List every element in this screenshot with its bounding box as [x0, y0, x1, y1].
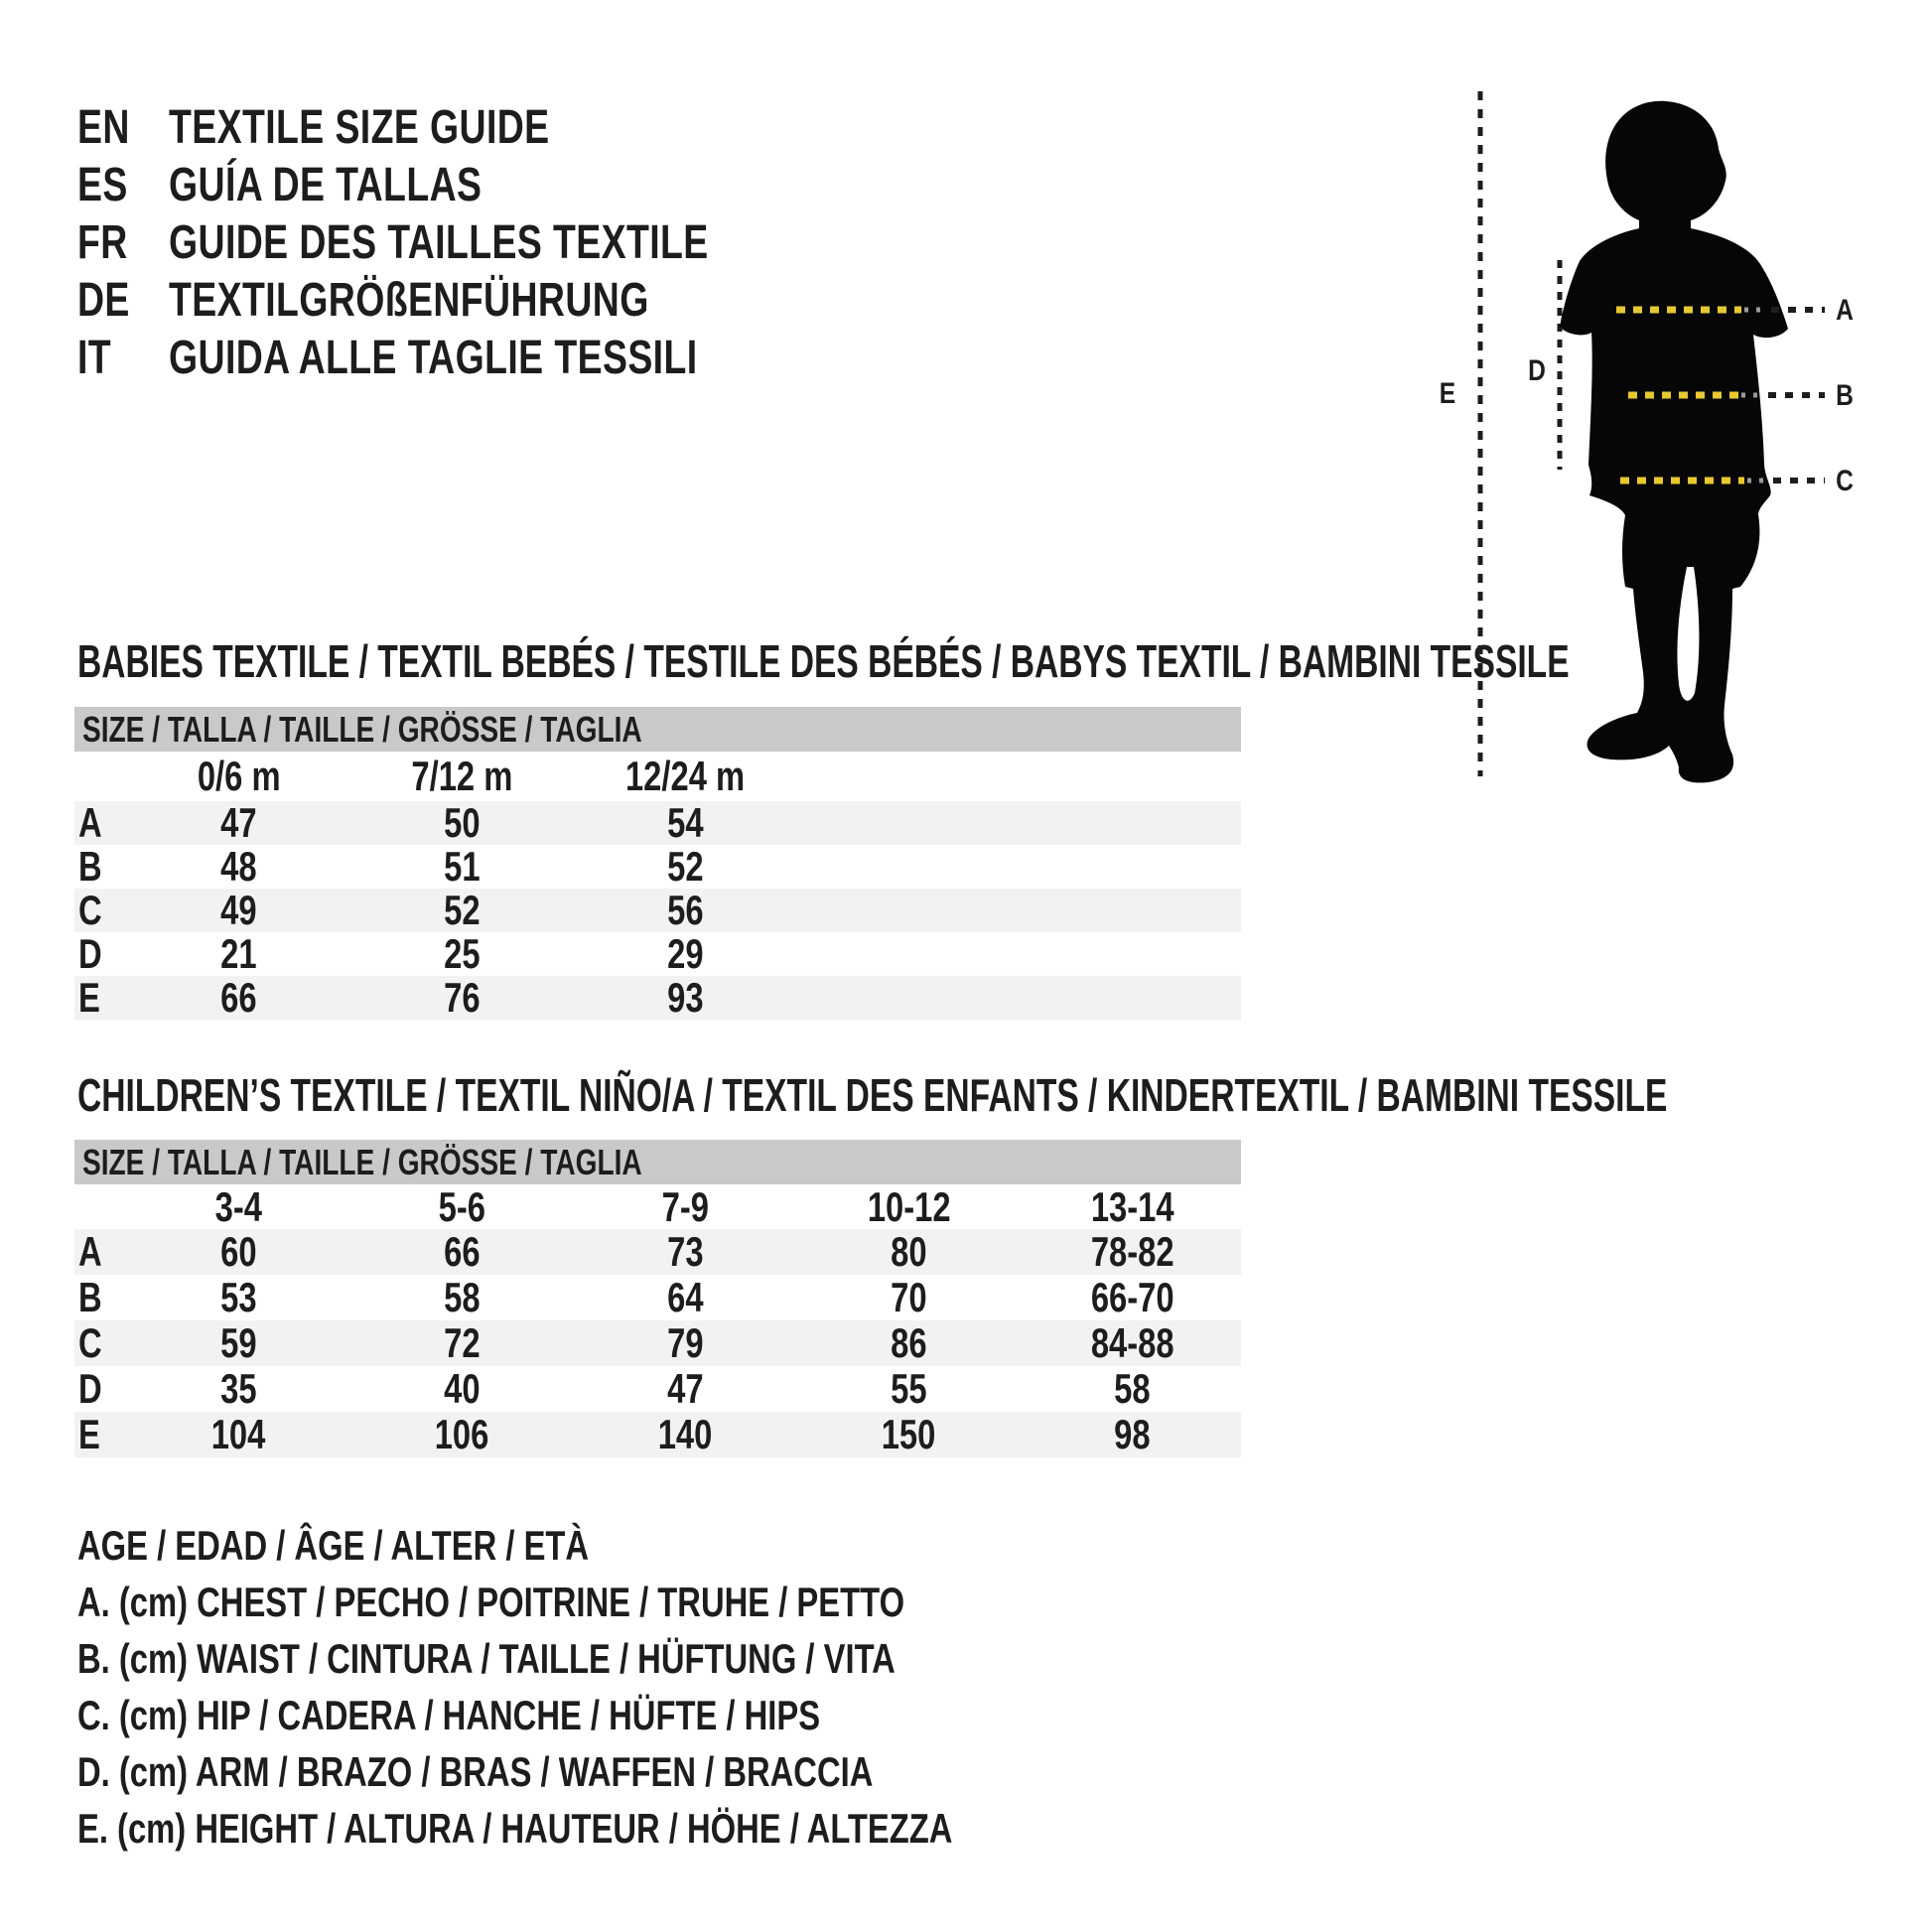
lang-code: DE: [77, 273, 130, 327]
cell-value: 150: [882, 1411, 936, 1457]
table-row: [74, 1229, 1241, 1275]
cell-value: 47: [667, 1365, 704, 1412]
column-header: 10-12: [867, 1182, 951, 1230]
lang-row-fr: [77, 213, 861, 271]
cell-value: 106: [435, 1411, 489, 1457]
table-row: [74, 976, 1241, 1020]
measure-label-c: C: [1836, 465, 1854, 497]
row-label: A: [78, 1228, 102, 1275]
row-label: B: [78, 1274, 102, 1320]
cell-value: 84-88: [1090, 1319, 1174, 1366]
measure-label-d: D: [1528, 354, 1546, 387]
legend-hip: C. (cm) HIP / CADERA / HANCHE / HÜFTE / HIPS: [77, 1691, 821, 1738]
cell-value: 79: [667, 1319, 704, 1366]
cell-value: 40: [444, 1365, 481, 1412]
row-label: C: [78, 1319, 102, 1366]
column-header: 0/6 m: [197, 753, 281, 799]
lang-title: TEXTILGRÖßENFÜHRUNG: [169, 273, 649, 327]
lang-code: IT: [77, 331, 112, 384]
cell-value: 140: [658, 1411, 713, 1457]
cell-value: 66: [220, 974, 257, 1021]
cell-value: 52: [444, 887, 481, 933]
cell-value: 55: [891, 1365, 927, 1412]
cell-value: 66-70: [1090, 1274, 1174, 1320]
lang-title: GUIDA ALLE TAGLIE TESSILI: [169, 331, 698, 384]
table-row: [74, 889, 1241, 932]
table-row: [74, 1320, 1241, 1366]
lang-row-it: [77, 329, 861, 386]
column-header: 12/24 m: [625, 753, 746, 799]
babies-size-bar: SIZE / TALLA / TAILLE / GRÖSSE / TAGLIA: [74, 707, 1241, 752]
cell-value: 66: [444, 1228, 481, 1275]
legend-waist: B. (cm) WAIST / CINTURA / TAILLE / HÜFTUNG / VITA: [77, 1634, 896, 1682]
cell-value: 51: [444, 843, 481, 890]
row-label: E: [78, 974, 100, 1021]
babies-section-heading: BABIES TEXTILE / TEXTIL BEBÉS / TESTILE DES BÉBÉS / BABYS TEXTIL / BAMBINI TESSILE: [77, 635, 1570, 687]
cell-value: 104: [211, 1411, 266, 1457]
children-size-table: [74, 1184, 1241, 1457]
measurement-legend: [77, 1517, 1199, 1857]
cell-value: 35: [220, 1365, 257, 1412]
children-size-bar: SIZE / TALLA / TAILLE / GRÖSSE / TAGLIA: [74, 1140, 1241, 1184]
children-section-heading: CHILDREN’S TEXTILE / TEXTIL NIÑO/A / TEXTIL DES ENFANTS / KINDERTEXTIL / BAMBINI TESSILE: [77, 1069, 1668, 1121]
babies-size-table: [74, 752, 1241, 1020]
row-label: A: [78, 799, 102, 846]
row-label: B: [78, 843, 102, 890]
table-row: [74, 1366, 1241, 1412]
lang-row-en: [77, 98, 861, 156]
cell-value: 21: [220, 930, 257, 977]
cell-value: 78-82: [1090, 1228, 1174, 1275]
table-header-row: [74, 1184, 1241, 1229]
cell-value: 50: [444, 799, 481, 846]
cell-value: 76: [444, 974, 481, 1021]
table-row: [74, 932, 1241, 976]
lang-code: ES: [77, 158, 128, 211]
cell-value: 73: [667, 1228, 704, 1275]
column-header: 3-4: [214, 1182, 263, 1230]
column-header: 5-6: [438, 1182, 486, 1230]
measure-label-e: E: [1439, 377, 1456, 410]
cell-value: 58: [1114, 1365, 1151, 1412]
table-row: [74, 1412, 1241, 1457]
cell-value: 60: [220, 1228, 257, 1275]
child-measurement-diagram: [1390, 60, 1932, 814]
lang-code: EN: [77, 100, 130, 154]
lang-code: FR: [77, 215, 128, 269]
lang-row-de: [77, 271, 861, 329]
row-label: C: [78, 887, 102, 933]
legend-height: E. (cm) HEIGHT / ALTURA / HAUTEUR / HÖHE / ALTEZZA: [77, 1804, 953, 1852]
lang-title: TEXTILE SIZE GUIDE: [169, 100, 550, 154]
legend-age: AGE / EDAD / ÂGE / ALTER / ETÀ: [77, 1521, 590, 1569]
cell-value: 59: [220, 1319, 257, 1366]
cell-value: 48: [220, 843, 257, 890]
cell-value: 25: [444, 930, 481, 977]
table-row: [74, 801, 1241, 845]
row-label: D: [78, 930, 102, 977]
row-label: D: [78, 1365, 102, 1412]
lang-row-es: [77, 156, 861, 213]
legend-chest: A. (cm) CHEST / PECHO / POITRINE / TRUHE / PETTO: [77, 1578, 905, 1625]
cell-value: 93: [667, 974, 704, 1021]
language-title-list: [77, 98, 861, 386]
row-label: E: [78, 1411, 100, 1457]
cell-value: 54: [667, 799, 704, 846]
table-row: [74, 845, 1241, 889]
cell-value: 64: [667, 1274, 704, 1320]
cell-value: 53: [220, 1274, 257, 1320]
cell-value: 70: [891, 1274, 927, 1320]
lang-title: GUIDE DES TAILLES TEXTILE: [169, 215, 709, 269]
cell-value: 47: [220, 799, 257, 846]
measure-label-a: A: [1836, 294, 1854, 327]
cell-value: 56: [667, 887, 704, 933]
column-header: 13-14: [1090, 1182, 1174, 1230]
cell-value: 29: [667, 930, 704, 977]
lang-title: GUÍA DE TALLAS: [169, 158, 483, 211]
table-header-row: [74, 752, 1241, 801]
table-row: [74, 1275, 1241, 1320]
legend-arm: D. (cm) ARM / BRAZO / BRAS / WAFFEN / BRACCIA: [77, 1747, 874, 1795]
cell-value: 98: [1114, 1411, 1151, 1457]
cell-value: 58: [444, 1274, 481, 1320]
column-header: 7-9: [661, 1182, 710, 1230]
measure-label-b: B: [1836, 379, 1854, 412]
cell-value: 86: [891, 1319, 927, 1366]
column-header: 7/12 m: [411, 753, 513, 799]
cell-value: 80: [891, 1228, 927, 1275]
cell-value: 49: [220, 887, 257, 933]
cell-value: 52: [667, 843, 704, 890]
cell-value: 72: [444, 1319, 481, 1366]
